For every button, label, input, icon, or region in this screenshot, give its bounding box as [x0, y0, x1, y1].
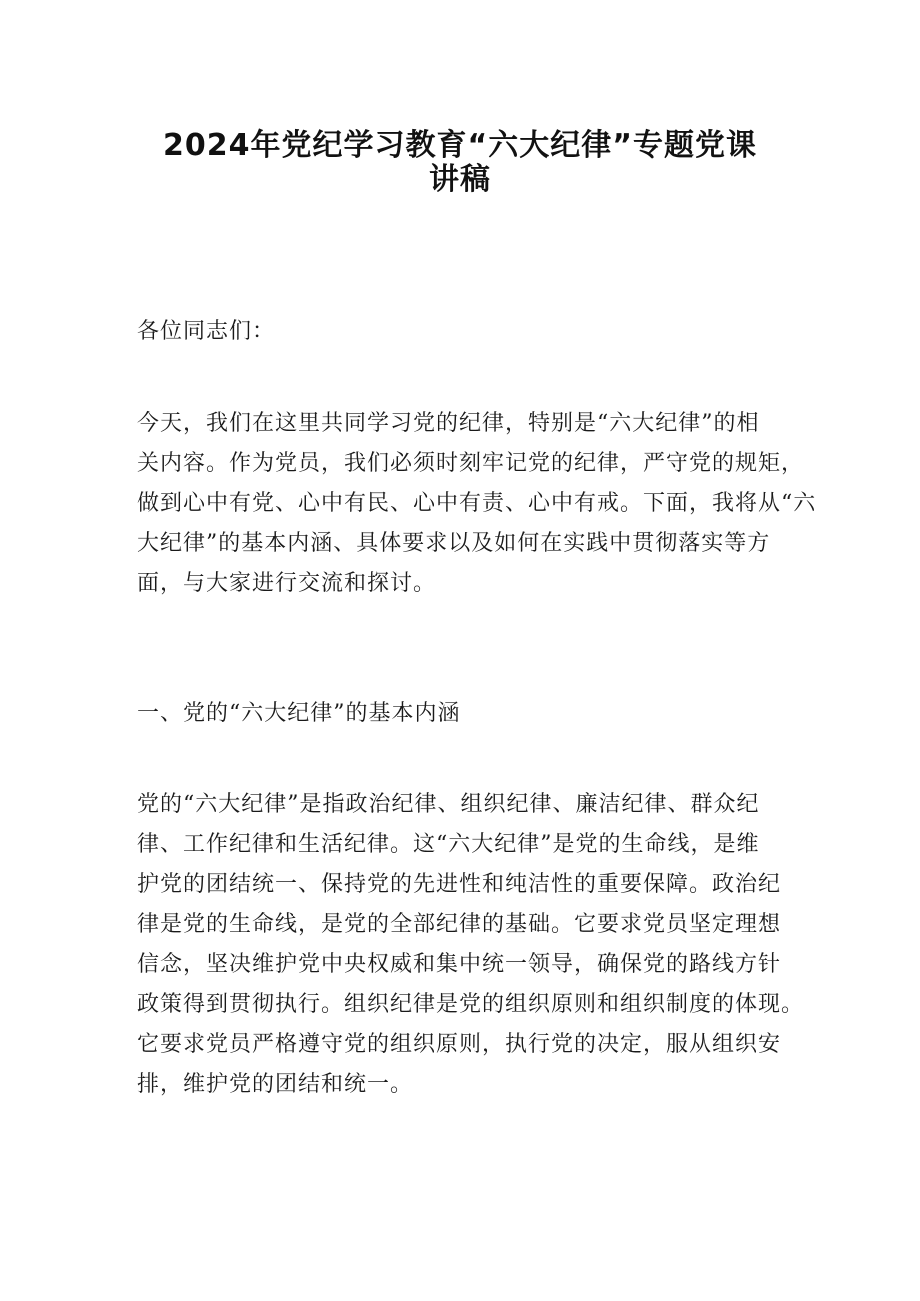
paragraph-line: 它要求党员严格遵守党的组织原则，执行党的决定，服从组织安	[137, 1032, 782, 1057]
intro-paragraph	[137, 404, 817, 604]
paragraph-line: 律、工作纪律和生活纪律。这“六大纪律”是党的生命线，是维	[137, 832, 760, 857]
paragraph-line: 关内容。作为党员，我们必须时刻牢记党的纪律，严守党的规矩，	[137, 451, 805, 476]
salutation: 各位同志们：	[137, 319, 276, 344]
paragraph-line: 律是党的生命线，是党的全部纪律的基础。它要求党员坚定理想	[137, 912, 782, 937]
paragraph-line: 党的“六大纪律”是指政治纪律、组织纪律、廉洁纪律、群众纪	[137, 792, 760, 817]
paragraph-line: 大纪律”的基本内涵、具体要求以及如何在实践中贯彻落实等方	[137, 531, 771, 556]
title-year: 2024	[163, 128, 251, 163]
paragraph-line: 信念，坚决维护党中央权威和集中统一领导，确保党的路线方针	[137, 952, 782, 977]
section-heading: 一、党的“六大纪律”的基本内涵	[137, 701, 461, 726]
paragraph-line: 政策得到贯彻执行。组织纪律是党的组织原则和组织制度的体现。	[137, 992, 805, 1017]
paragraph-line: 护党的团结统一、保持党的先进性和纯洁性的重要保障。政治纪	[137, 872, 782, 897]
paragraph-line: 做到心中有党、心中有民、心中有责、心中有戒。下面，我将从“六	[137, 491, 817, 516]
paragraph-line: 面，与大家进行交流和探讨。	[137, 571, 437, 596]
paragraph-line: 排，维护党的团结和统一。	[137, 1072, 414, 1097]
title-text: 年党纪学习教育“六大纪律”专题党课	[250, 128, 757, 163]
paragraph-line: 今天，我们在这里共同学习党的纪律，特别是“六大纪律”的相	[137, 411, 760, 436]
section-paragraph	[137, 785, 817, 1105]
document-title-line-2: 讲稿	[429, 162, 491, 197]
